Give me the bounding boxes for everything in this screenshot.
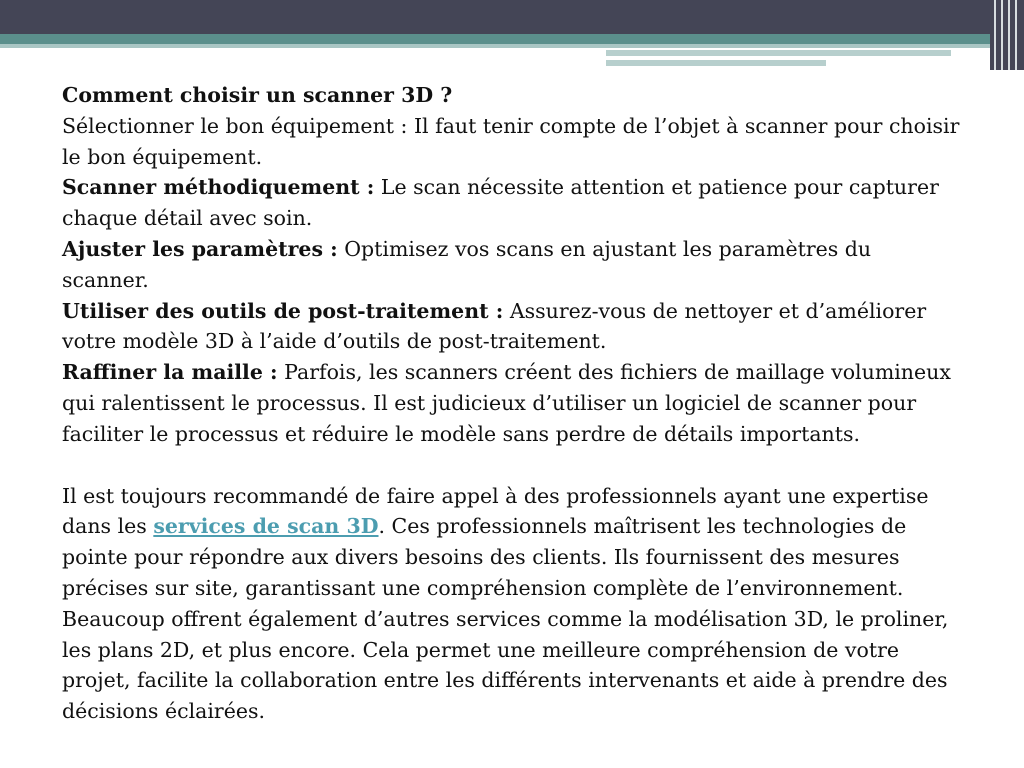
header-stripes-decoration — [990, 0, 1024, 70]
closing-text-before: Il est toujours recommandé de faire appel à des professionnels ayant une expertise dans les — [62, 483, 929, 539]
tip-item — [62, 234, 962, 296]
slide-body — [62, 80, 962, 727]
heading-text: Comment choisir un scanner 3D ? — [62, 83, 453, 107]
tip-title: Scanner méthodiquement : — [62, 175, 375, 200]
tip-item — [62, 172, 962, 234]
intro-paragraph: Sélectionner le bon équipement : Il faut tenir compte de l’objet à scanner pour choisir le bon équipement. — [62, 113, 960, 169]
tip-title: Utiliser des outils de post-traitement : — [62, 298, 504, 323]
tip-text: Optimisez vos scans en ajustant les paramètres du scanner. — [62, 236, 872, 292]
tip-title: Ajuster les paramètres : — [62, 236, 338, 261]
tip-text: Parfois, les scanners créent des fichiers de maillage volumineux qui ralentissent le processus. Il est judicieux d’utiliser un logiciel de scanner pour faciliter le processus et réduire le modèle sans perdre de détails importants. — [62, 360, 951, 446]
header-deco-bar-short — [606, 60, 826, 66]
scan-services-link[interactable]: services de scan 3D — [153, 514, 379, 539]
header-band — [0, 0, 1024, 34]
section-heading — [62, 80, 962, 111]
closing-text-after: . Ces professionnels maîtrisent les technologies de pointe pour répondre aux divers besoins des clients. Ils fournissent des mesures précises sur site, garantissant une compréhension complète de l’environnement. Beaucoup offrent également d’autres services comme la modélisation 3D, le proliner, les plans 2D, et plus encore. Cela permet une meilleure compréhension de votre projet, facilite la collaboration entre les différents intervenants et aide à prendre des décisions éclairées. — [62, 514, 949, 724]
tip-text: Assurez-vous de nettoyer et d’améliorer votre modèle 3D à l’aide d’outils de post-traitement. — [62, 298, 927, 354]
tip-item — [62, 357, 962, 449]
tip-title: Raffiner la maille : — [62, 360, 278, 385]
paragraph-spacer — [62, 450, 962, 481]
header-accent-band — [0, 34, 1024, 44]
tip-text: Le scan nécessite attention et patience pour capturer chaque détail avec soin. — [62, 175, 939, 231]
header-deco-bar — [606, 50, 951, 56]
tip-item — [62, 296, 962, 358]
closing-paragraph — [62, 481, 962, 727]
header-light-strip — [0, 44, 990, 48]
